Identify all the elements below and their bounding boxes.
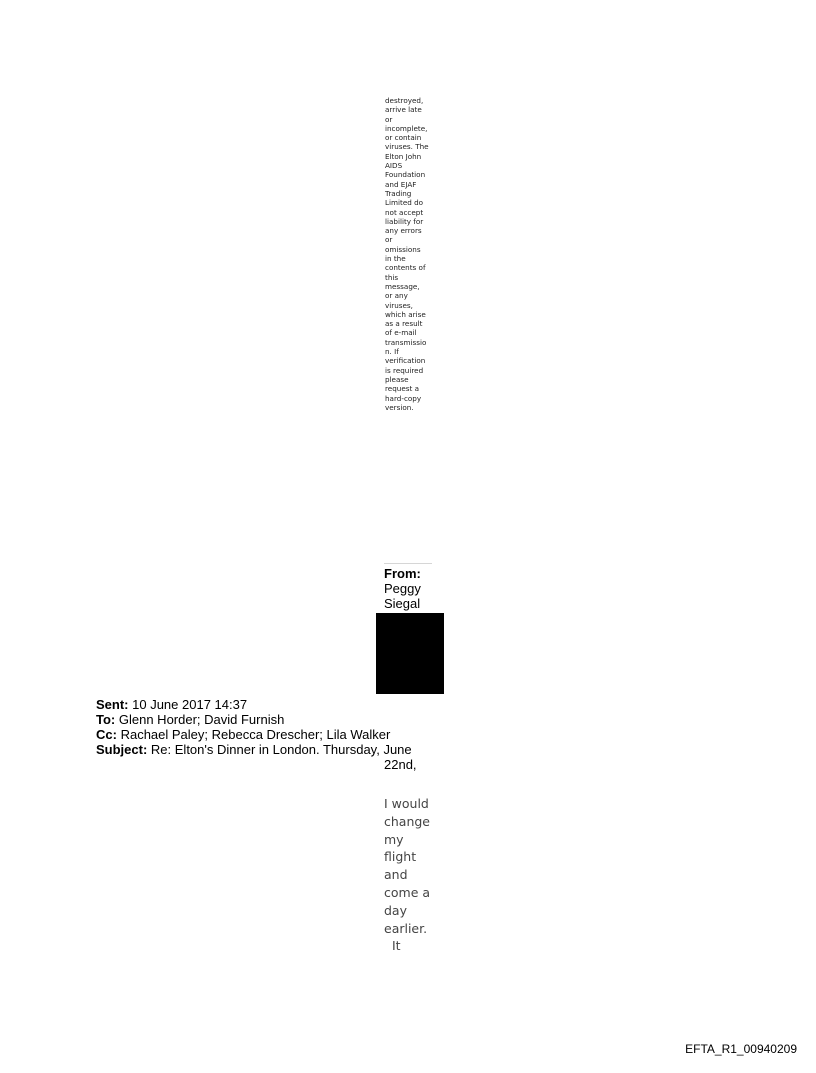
- disclaimer-line: as a result: [385, 319, 423, 329]
- disclaimer-line: incomplete,: [385, 123, 428, 133]
- body-line: flight: [384, 849, 417, 865]
- from-header: [384, 566, 421, 611]
- disclaimer-line: Trading: [385, 188, 412, 198]
- disclaimer-line: message,: [385, 281, 420, 291]
- to-row: [96, 712, 412, 727]
- body-line: day: [384, 902, 407, 918]
- disclaimer-line: of e-mail: [385, 328, 417, 338]
- disclaimer-line: contents of: [385, 263, 426, 273]
- disclaimer-line: or any: [385, 291, 408, 301]
- sent-label: Sent:: [96, 697, 129, 712]
- disclaimer-line: version.: [385, 402, 414, 412]
- subject-row: [96, 742, 412, 757]
- body-line: my: [384, 831, 404, 847]
- disclaimer-line: arrive late: [385, 105, 422, 115]
- subject-label: Subject:: [96, 742, 148, 757]
- to-label: To:: [96, 712, 116, 727]
- disclaimer-text: [385, 96, 437, 412]
- disclaimer-line: request a: [385, 384, 420, 394]
- from-name-line: Peggy: [384, 581, 421, 596]
- disclaimer-line: viruses. The: [385, 142, 429, 152]
- disclaimer-line: Elton John: [385, 151, 422, 161]
- cc-row: [96, 727, 412, 742]
- separator-rule: [384, 563, 432, 564]
- disclaimer-line: please: [385, 374, 409, 384]
- disclaimer-line: destroyed,: [385, 96, 424, 105]
- disclaimer-line: transmissio: [385, 337, 427, 347]
- disclaimer-line: or contain: [385, 133, 422, 143]
- body-line: It: [384, 938, 401, 954]
- cc-value: Rachael Paley; Rebecca Drescher; Lila Walker: [120, 727, 391, 742]
- cc-label: Cc:: [96, 727, 117, 742]
- disclaimer-line: or: [385, 114, 393, 124]
- disclaimer-line: verification: [385, 356, 426, 366]
- disclaimer-line: Foundation: [385, 170, 426, 180]
- sent-row: [96, 697, 412, 712]
- subject-continuation: 22nd,: [384, 757, 417, 772]
- body-line: earlier.: [384, 920, 428, 936]
- disclaimer-line: hard-copy: [385, 393, 422, 403]
- document-id: EFTA_R1_00940209: [685, 1042, 797, 1056]
- sent-value: 10 June 2017 14:37: [132, 697, 248, 712]
- disclaimer-line: viruses,: [385, 300, 413, 310]
- disclaimer-line: or: [385, 235, 393, 245]
- disclaimer-line: in the: [385, 254, 406, 264]
- disclaimer-line: is required: [385, 365, 424, 375]
- disclaimer-line: which arise: [385, 309, 426, 319]
- email-headers: [96, 697, 412, 757]
- disclaimer-line: Limited do: [385, 198, 424, 208]
- disclaimer-line: not accept: [385, 207, 424, 217]
- disclaimer-line: and EJAF: [385, 179, 417, 189]
- disclaimer-line: omissions: [385, 244, 421, 254]
- disclaimer-line: AIDS: [385, 161, 403, 171]
- body-line: come a: [384, 884, 431, 900]
- disclaimer-line: this: [385, 272, 399, 282]
- body-line: and: [384, 867, 408, 883]
- subject-value: Re: Elton's Dinner in London. Thursday, June: [150, 742, 412, 757]
- body-line: I would: [384, 796, 429, 811]
- redaction-box: [376, 613, 444, 694]
- email-body: [384, 795, 430, 955]
- disclaimer-line: liability for: [385, 216, 424, 226]
- from-name-line: Siegal: [384, 596, 421, 611]
- disclaimer-line: any errors: [385, 226, 422, 236]
- from-label: From:: [384, 566, 421, 581]
- disclaimer-line: n. If: [385, 347, 399, 357]
- body-line: change: [384, 813, 431, 829]
- to-value: Glenn Horder; David Furnish: [118, 712, 285, 727]
